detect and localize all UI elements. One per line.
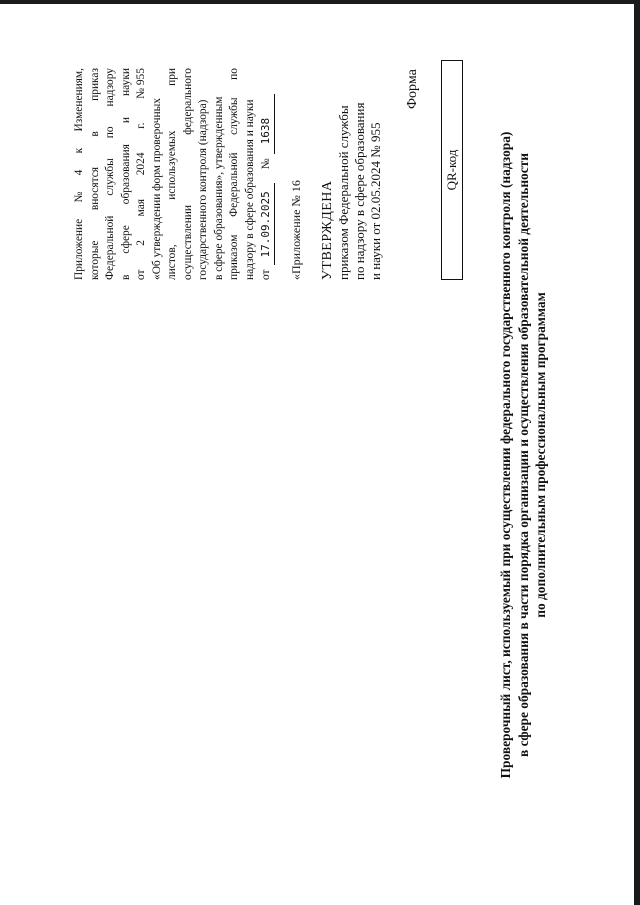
approved-line-1: приказом Федеральной службы xyxy=(336,105,351,280)
word: г. xyxy=(135,122,147,129)
word: приказом xyxy=(228,234,240,280)
word: федерального xyxy=(181,68,194,135)
word: службы xyxy=(228,97,240,135)
word: Федеральной xyxy=(104,215,116,280)
word: приказ xyxy=(88,68,101,101)
word: образования xyxy=(119,144,132,205)
word: 2024 xyxy=(135,152,147,176)
word: надзору xyxy=(104,68,116,107)
word: по xyxy=(228,68,240,80)
appendix-line-1 xyxy=(72,68,88,280)
word: надзору в сфере образования и науки xyxy=(243,99,256,280)
appendix-line-11 xyxy=(227,68,243,280)
order-number-field: 1638 xyxy=(258,94,275,154)
appendix-line-3 xyxy=(103,68,119,280)
word: осуществлении xyxy=(181,205,194,280)
approved-line-3: и науки от 02.05.2024 № 955 xyxy=(368,122,383,280)
word: сфере xyxy=(119,225,132,254)
word: которые xyxy=(88,240,101,280)
word: в сфере образования», утвержденным xyxy=(212,96,225,280)
appendix-line-4 xyxy=(119,68,135,280)
approved-line-2: по надзору в сфере образования xyxy=(352,102,367,280)
word: при xyxy=(166,68,178,86)
title-line-1: Проверочный лист, используемый при осуществлении федерального государственного контроля (надзора) xyxy=(498,131,513,779)
number-sign: № xyxy=(260,158,272,170)
forma-label: Форма xyxy=(405,69,420,109)
appendix-line-5 xyxy=(134,68,150,280)
appendix-line-2 xyxy=(88,68,104,280)
word: «Об утверждении форм проверочных xyxy=(150,98,163,280)
appendix-note xyxy=(72,68,275,280)
word: Федеральной xyxy=(228,152,240,217)
title-line-2: в сфере образования в части порядка организации и осуществления образовательной деятельности xyxy=(515,153,531,757)
word: Приложение xyxy=(73,218,85,280)
approval-stamp-block xyxy=(320,60,384,280)
word: листов, xyxy=(166,244,178,280)
word: в xyxy=(119,274,132,280)
word: мая xyxy=(135,198,147,217)
word: 2 xyxy=(135,240,147,246)
appendix-line-9 xyxy=(196,68,212,280)
appendix-line-7 xyxy=(165,68,181,280)
word: № 955 xyxy=(135,68,147,99)
prilozhenie-16-label: «Приложение № 16 xyxy=(289,180,303,280)
title-line-3: по дополнительным профессиональным программам xyxy=(533,292,548,618)
appendix-line-12 xyxy=(243,68,259,280)
word: 4 xyxy=(73,169,85,176)
word: Изменениям, xyxy=(73,68,85,132)
word: от xyxy=(135,269,147,280)
word: науки xyxy=(119,68,132,96)
word: службы xyxy=(104,158,116,196)
appendix-line-8 xyxy=(181,68,197,280)
qr-code-label: QR-код xyxy=(444,149,459,191)
word: к xyxy=(73,147,85,154)
qr-code-box xyxy=(441,60,463,280)
word: вносятся xyxy=(88,167,101,211)
document-title xyxy=(497,85,550,825)
word: и xyxy=(119,116,132,124)
date-prefix: от xyxy=(260,269,272,280)
appendix-date-line xyxy=(258,68,275,280)
appendix-line-6 xyxy=(150,68,166,280)
word: государственного контроля (надзора) xyxy=(197,99,209,280)
word: используемых xyxy=(166,130,178,200)
approved-heading: УТВЕРЖДЕНА xyxy=(320,180,335,280)
appendix-line-10 xyxy=(212,68,228,280)
word: № xyxy=(73,191,85,203)
word: по xyxy=(104,126,116,139)
word: в xyxy=(88,131,101,137)
order-date-field: 17.09.2025 xyxy=(258,183,275,265)
